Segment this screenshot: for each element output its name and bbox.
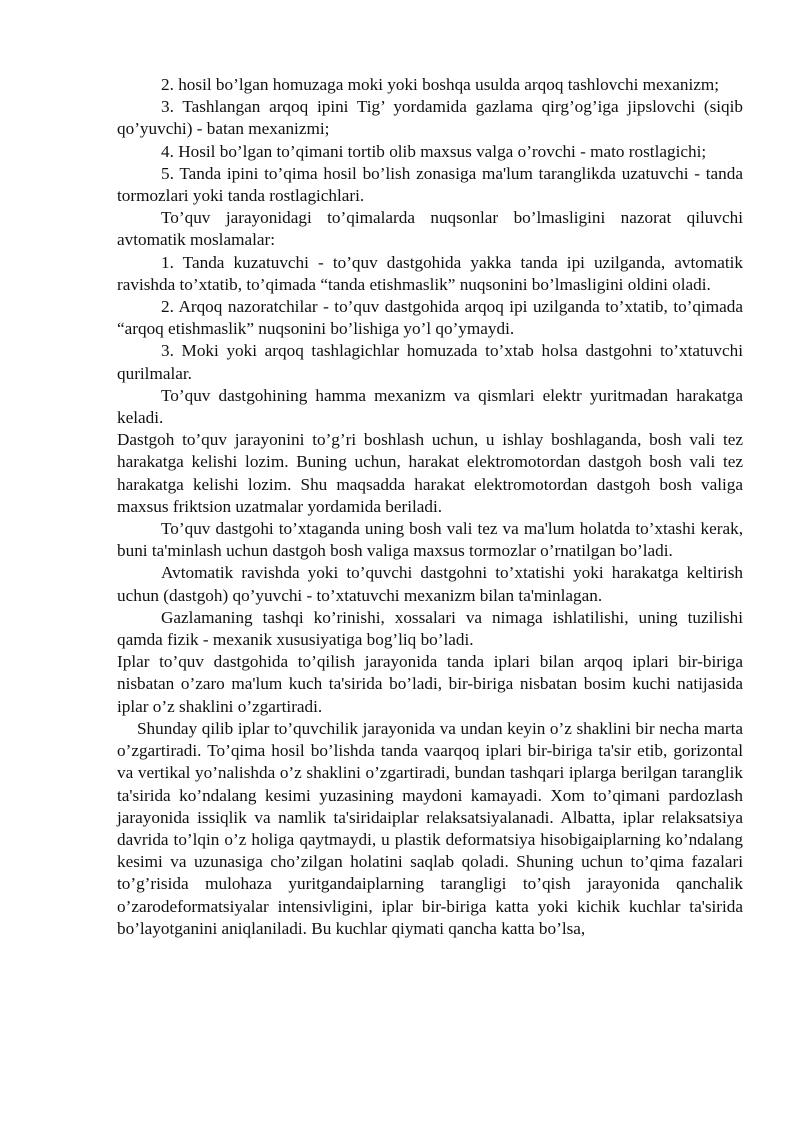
paragraph-yarn-deformation: Shunday qilib iplar to’quvchilik jarayonida va undan keyin o’z shaklini bir necha marta o’zgartiradi. To’qima hosil bo’lishda tanda vaarqoq iplari bir-biriga ta'sir etib, gorizontal va vertikal yo’nalishda o’z shaklini o’zgartiradi, bundan tashqari iplarga berilgan taranglik ta'sirida ko’ndalang kesimi yuzasining maydoni kamayadi. Xom to’qimani pardozlash jarayonida issiqlik va namlik ta'siridaiplar relaksatsiyalanadi. Albatta, iplar relaksatsiya davrida to’lqin o’z holiga qaytmaydi, u plastik deformatsiya hisobigaiplarning ko’ndalang kesimi va uzunasiga cho’zilgan holatini saqlab qoladi. Shuning uchun to’qima fazalari to’g’risida mulohaza yuritgandaiplarning tarangligi to’qish jarayonida qanchalik o’zarodeformatsiyalar intensivligini, iplar bir-biriga katta yoki kichik kuchlar ta'sirida bo’layotganini aniqlaniladi. Bu kuchlar qiymati qancha katta bo’lsa, xyxy=(117,718,743,938)
paragraph-item-5: 5. Tanda ipini to’qima hosil bo’lish zonasiga ma'lum taranglikda uzatuvchi - tanda tormozlari yoki tanda rostlagichlari. xyxy=(117,163,743,206)
paragraph-warp-monitor: 1. Tanda kuzatuvchi - to’quv dastgohida yakka tanda ipi uzilganda, avtomatik ravishda to’xtatib, to’qimada “tanda etishmaslik” nuqsonini bo’lmasligini oldini oladi. xyxy=(117,252,743,294)
document-page xyxy=(117,74,743,940)
paragraph-weft-monitor: 2. Arqoq nazoratchilar - to’quv dastgohida arqoq ipi uzilganda to’xtatib, to’qimada “arqoq etishmaslik” nuqsonini bo’lishiga yo’l qo’ymaydi. xyxy=(117,297,743,339)
paragraph-item-3: 3. Tashlangan arqoq ipini Tig’ yordamida gazlama qirg’og’iga jipslovchi (siqib qo’yuvchi) - batan mexanizmi; xyxy=(117,97,743,139)
paragraph-fabric-properties: Gazlamaning tashqi ko’rinishi, xossalari va nimaga ishlatilishi, uning tuzilishi qamda fizik - mexanik xususiyatiga bog’liq bo’ladi. xyxy=(117,607,743,650)
paragraph-start-stop-mechanism: Avtomatik ravishda yoki to’quvchi dastgohni to’xtatishi yoki harakatga keltirish uchun (dastgoh) qo’yuvchi - to’xtatuvchi mexanizm bilan ta'minlagan. xyxy=(117,563,743,605)
paragraph-start-process: Dastgoh to’quv jarayonini to’g’ri boshlash uchun, u ishlay boshlaganda, bosh vali tez harakatga kelishi lozim. Buning uchun, harakat elektromotordan dastgoh bosh vali tez harakatga kelishi lozim. Shu maqsadda harakat elektromotordan dastgoh bosh valiga maxsus friktsion uzatmalar yordamida beriladi. xyxy=(117,430,743,516)
paragraph-stop-brakes: To’quv dastgohi to’xtaganda uning bosh vali tez va ma'lum holatda to’xtashi kerak, buni ta'minlash uchun dastgoh bosh valiga maxsus tormozlar o’rnatilgan bo’ladi. xyxy=(117,519,743,561)
paragraph-item-2: 2. hosil bo’lgan homuzaga moki yoki boshqa usulda arqoq tashlovchi mexanizm; xyxy=(161,75,720,94)
paragraph-item-4: 4. Hosil bo’lgan to’qimani tortib olib maxsus valga o’rovchi - mato rostlagichi; xyxy=(161,141,707,161)
paragraph-electric-drive: To’quv dastgohining hamma mexanizm va qismlari elektr yuritmadan harakatga keladi. xyxy=(117,385,743,428)
paragraph-automatic-devices-intro: To’quv jarayonidagi to’qimalarda nuqsonlar bo’lmasligini nazorat qiluvchi avtomatik moslamalar: xyxy=(117,208,743,250)
paragraph-shuttle-stop: 3. Moki yoki arqoq tashlagichlar homuzada to’xtab holsa dastgohni to’xtatuvchi qurilmalar. xyxy=(117,341,743,383)
paragraph-yarn-interaction: Iplar to’quv dastgohida to’qilish jarayonida tanda iplari bilan arqoq iplari bir-biriga nisbatan o’zaro ma'lum kuch ta'sirida bo’ladi, bir-biriga nisbatan bosim kuchi natijasida iplar o’z shaklini o’zgartiradi. xyxy=(117,652,743,716)
